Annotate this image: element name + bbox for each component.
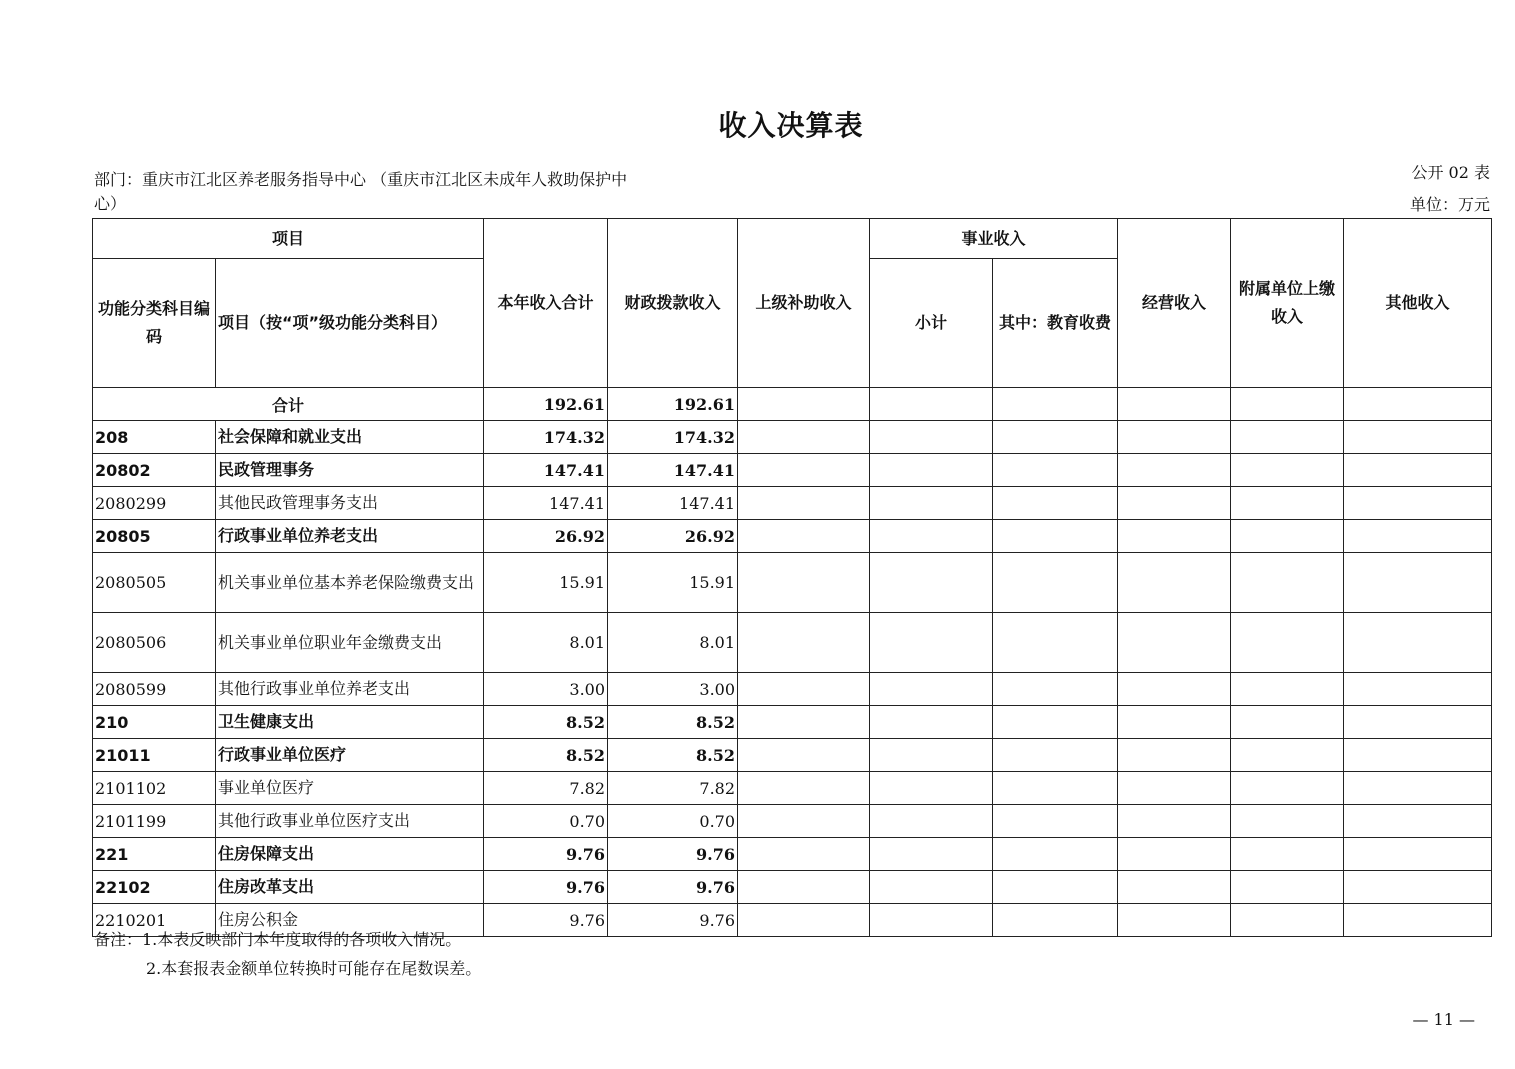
empty-cell	[1231, 871, 1344, 904]
empty-cell	[993, 421, 1118, 454]
header-education: 其中：教育收费	[993, 259, 1118, 388]
empty-cell	[1118, 388, 1231, 421]
department-label: 部门：重庆市江北区养老服务指导中心 （重庆市江北区未成年人救助保护中心）	[94, 170, 628, 213]
row-code: 20802	[93, 454, 216, 487]
empty-cell	[993, 805, 1118, 838]
row-name: 机关事业单位职业年金缴费支出	[216, 613, 484, 673]
empty-cell	[1118, 871, 1231, 904]
empty-cell	[870, 805, 993, 838]
empty-cell	[1118, 904, 1231, 937]
empty-cell	[738, 520, 870, 553]
empty-cell	[738, 553, 870, 613]
empty-cell	[738, 421, 870, 454]
empty-cell	[738, 772, 870, 805]
table-row	[93, 871, 1492, 904]
header-fiscal: 财政拨款收入	[608, 219, 738, 388]
row-total: 147.41	[484, 454, 608, 487]
empty-cell	[738, 673, 870, 706]
table-row	[93, 613, 1492, 673]
row-name: 卫生健康支出	[216, 706, 484, 739]
empty-cell	[1231, 805, 1344, 838]
row-code: 22102	[93, 871, 216, 904]
empty-cell	[870, 904, 993, 937]
empty-cell	[993, 871, 1118, 904]
empty-cell	[738, 706, 870, 739]
empty-cell	[1344, 553, 1492, 613]
row-code: 20805	[93, 520, 216, 553]
empty-cell	[1118, 454, 1231, 487]
note-1: 备注：1.本表反映部门本年度取得的各项收入情况。	[94, 930, 462, 949]
empty-cell	[1231, 739, 1344, 772]
empty-cell	[1344, 421, 1492, 454]
row-total: 26.92	[484, 520, 608, 553]
empty-cell	[738, 487, 870, 520]
empty-cell	[1118, 421, 1231, 454]
empty-cell	[993, 388, 1118, 421]
row-name: 事业单位医疗	[216, 772, 484, 805]
row-name: 机关事业单位基本养老保险缴费支出	[216, 553, 484, 613]
empty-cell	[870, 421, 993, 454]
total-fiscal-value: 192.61	[608, 388, 738, 421]
empty-cell	[870, 706, 993, 739]
empty-cell	[870, 772, 993, 805]
row-total: 0.70	[484, 805, 608, 838]
empty-cell	[870, 871, 993, 904]
empty-cell	[870, 454, 993, 487]
row-total: 3.00	[484, 673, 608, 706]
row-code: 2080506	[93, 613, 216, 673]
empty-cell	[1231, 904, 1344, 937]
empty-cell	[1231, 613, 1344, 673]
row-fiscal: 15.91	[608, 553, 738, 613]
empty-cell	[1118, 520, 1231, 553]
row-total: 174.32	[484, 421, 608, 454]
table-row	[93, 706, 1492, 739]
header-total-income: 本年收入合计	[484, 219, 608, 388]
empty-cell	[993, 553, 1118, 613]
row-name: 行政事业单位医疗	[216, 739, 484, 772]
row-total: 147.41	[484, 487, 608, 520]
empty-cell	[993, 706, 1118, 739]
row-total: 9.76	[484, 871, 608, 904]
row-fiscal: 147.41	[608, 454, 738, 487]
row-fiscal: 7.82	[608, 772, 738, 805]
row-fiscal: 8.52	[608, 706, 738, 739]
table-row	[93, 739, 1492, 772]
row-fiscal: 9.76	[608, 871, 738, 904]
empty-cell	[1231, 454, 1344, 487]
row-name: 住房保障支出	[216, 838, 484, 871]
row-code: 2101199	[93, 805, 216, 838]
empty-cell	[738, 871, 870, 904]
empty-cell	[870, 739, 993, 772]
empty-cell	[738, 805, 870, 838]
empty-cell	[870, 520, 993, 553]
header-business: 事业收入	[870, 219, 1118, 259]
empty-cell	[1344, 673, 1492, 706]
row-total: 8.01	[484, 613, 608, 673]
table-row	[93, 772, 1492, 805]
row-fiscal: 174.32	[608, 421, 738, 454]
row-name: 行政事业单位养老支出	[216, 520, 484, 553]
empty-cell	[993, 454, 1118, 487]
row-name: 其他行政事业单位医疗支出	[216, 805, 484, 838]
empty-cell	[1231, 421, 1344, 454]
empty-cell	[1231, 673, 1344, 706]
row-fiscal: 8.01	[608, 613, 738, 673]
row-total: 15.91	[484, 553, 608, 613]
header-name: 项目（按“项”级功能分类科目）	[216, 259, 484, 388]
total-label: 合计	[93, 388, 484, 421]
empty-cell	[870, 613, 993, 673]
table-row	[93, 805, 1492, 838]
table-row	[93, 487, 1492, 520]
row-code: 2080505	[93, 553, 216, 613]
empty-cell	[1231, 388, 1344, 421]
row-fiscal: 147.41	[608, 487, 738, 520]
header-operating: 经营收入	[1118, 219, 1231, 388]
empty-cell	[1118, 553, 1231, 613]
header-subtotal: 小计	[870, 259, 993, 388]
table-row	[93, 553, 1492, 613]
total-row	[93, 388, 1492, 421]
empty-cell	[1344, 487, 1492, 520]
row-total: 9.76	[484, 904, 608, 937]
table-row	[93, 673, 1492, 706]
page-number: — 11 —	[1412, 1010, 1475, 1029]
row-total: 8.52	[484, 706, 608, 739]
row-code: 2080299	[93, 487, 216, 520]
total-income-value: 192.61	[484, 388, 608, 421]
page-title: 收入决算表	[718, 109, 864, 142]
row-name: 其他行政事业单位养老支出	[216, 673, 484, 706]
row-name: 民政管理事务	[216, 454, 484, 487]
empty-cell	[1344, 613, 1492, 673]
empty-cell	[738, 454, 870, 487]
header-other: 其他收入	[1344, 219, 1492, 388]
empty-cell	[1118, 706, 1231, 739]
row-name: 社会保障和就业支出	[216, 421, 484, 454]
row-total: 8.52	[484, 739, 608, 772]
empty-cell	[738, 904, 870, 937]
row-code: 208	[93, 421, 216, 454]
empty-cell	[1118, 739, 1231, 772]
empty-cell	[993, 772, 1118, 805]
row-fiscal: 9.76	[608, 904, 738, 937]
empty-cell	[993, 673, 1118, 706]
empty-cell	[738, 739, 870, 772]
row-fiscal: 8.52	[608, 739, 738, 772]
empty-cell	[738, 838, 870, 871]
empty-cell	[993, 613, 1118, 673]
row-name: 其他民政管理事务支出	[216, 487, 484, 520]
row-total: 9.76	[484, 838, 608, 871]
empty-cell	[1118, 613, 1231, 673]
empty-cell	[1118, 772, 1231, 805]
unit-label: 单位：万元	[1409, 195, 1490, 214]
empty-cell	[870, 673, 993, 706]
table-row	[93, 838, 1492, 871]
table-row	[93, 421, 1492, 454]
empty-cell	[870, 487, 993, 520]
notes	[94, 925, 481, 983]
form-number: 公开 02 表	[1411, 163, 1490, 182]
empty-cell	[1118, 838, 1231, 871]
empty-cell	[1231, 772, 1344, 805]
income-table	[92, 218, 1492, 937]
table-row	[93, 454, 1492, 487]
header-item: 项目	[93, 219, 484, 259]
header-code: 功能分类科目编码	[93, 259, 216, 388]
empty-cell	[993, 838, 1118, 871]
empty-cell	[1231, 487, 1344, 520]
empty-cell	[1344, 388, 1492, 421]
row-name: 住房改革支出	[216, 871, 484, 904]
empty-cell	[1344, 805, 1492, 838]
empty-cell	[1344, 871, 1492, 904]
empty-cell	[1344, 454, 1492, 487]
row-fiscal: 3.00	[608, 673, 738, 706]
header-affiliated: 附属单位上缴收入	[1231, 219, 1344, 388]
header-superior: 上级补助收入	[738, 219, 870, 388]
empty-cell	[1344, 772, 1492, 805]
empty-cell	[993, 904, 1118, 937]
row-fiscal: 9.76	[608, 838, 738, 871]
row-fiscal: 0.70	[608, 805, 738, 838]
empty-cell	[1118, 487, 1231, 520]
empty-cell	[738, 388, 870, 421]
row-code: 2210201	[93, 904, 216, 937]
row-code: 221	[93, 838, 216, 871]
empty-cell	[1344, 520, 1492, 553]
empty-cell	[1231, 553, 1344, 613]
empty-cell	[993, 520, 1118, 553]
empty-cell	[993, 739, 1118, 772]
row-code: 210	[93, 706, 216, 739]
row-code: 21011	[93, 739, 216, 772]
empty-cell	[993, 487, 1118, 520]
table-row	[93, 520, 1492, 553]
note-2: 2.本套报表金额单位转换时可能存在尾数误差。	[146, 959, 482, 978]
empty-cell	[1344, 739, 1492, 772]
empty-cell	[738, 613, 870, 673]
empty-cell	[1344, 706, 1492, 739]
row-total: 7.82	[484, 772, 608, 805]
empty-cell	[1344, 838, 1492, 871]
empty-cell	[870, 838, 993, 871]
empty-cell	[1118, 805, 1231, 838]
empty-cell	[1344, 904, 1492, 937]
empty-cell	[1231, 838, 1344, 871]
empty-cell	[1231, 520, 1344, 553]
empty-cell	[1118, 673, 1231, 706]
row-name: 住房公积金	[216, 904, 484, 937]
empty-cell	[870, 553, 993, 613]
empty-cell	[1231, 706, 1344, 739]
row-code: 2101102	[93, 772, 216, 805]
row-code: 2080599	[93, 673, 216, 706]
empty-cell	[870, 388, 993, 421]
row-fiscal: 26.92	[608, 520, 738, 553]
